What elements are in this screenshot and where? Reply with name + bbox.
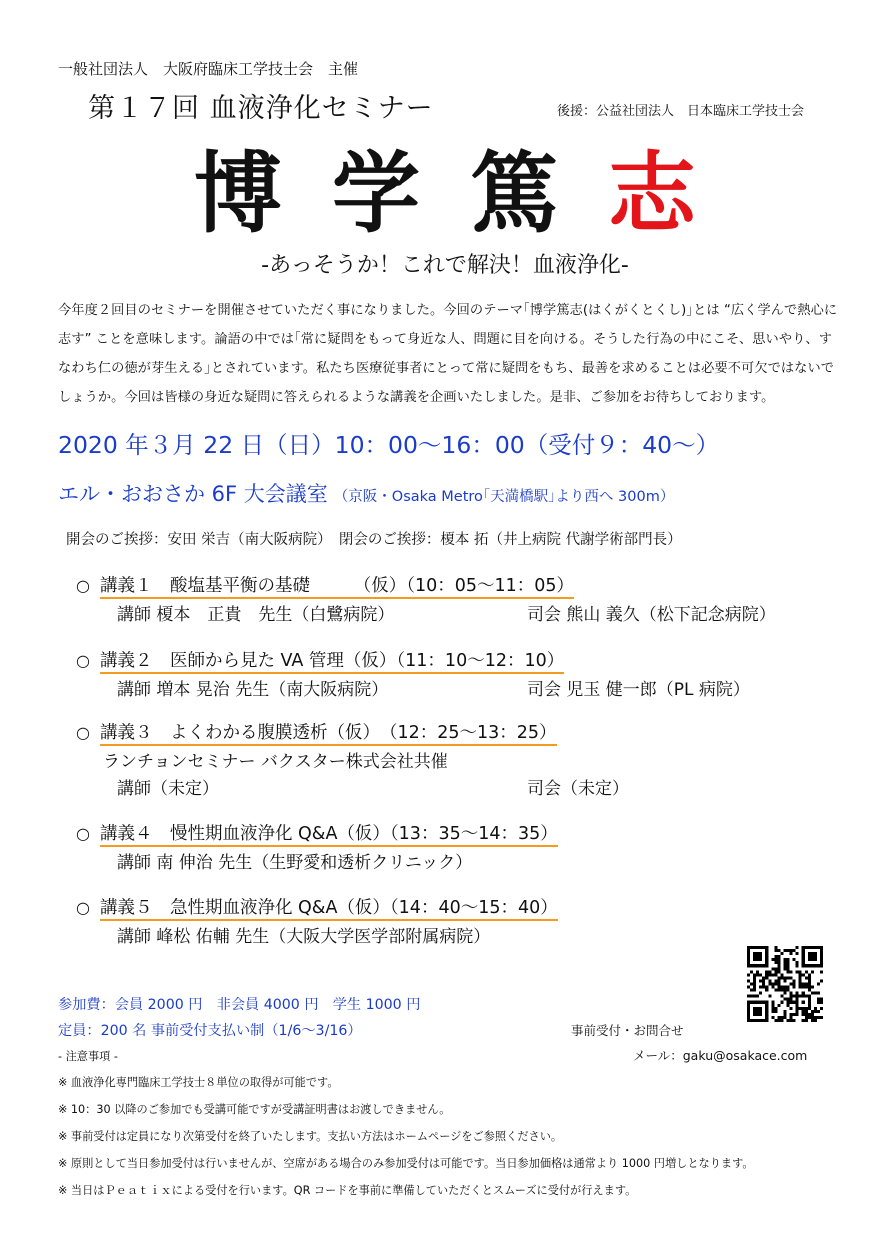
venue-access: （京阪・Osaka Metro｢天満橋駅｣より西へ 300m）	[333, 489, 675, 505]
lecture-lecturer: 講師 榎本 正貴 先生（白鷺病院）	[117, 605, 395, 625]
bullet-circle-icon: ○	[76, 576, 90, 595]
lecture-lecturer: 講師（未定）	[117, 779, 219, 799]
greetings-line: 開会のご挨拶：安田 栄吉（南大阪病院） 閉会のご挨拶：榎本 拓（井上病院 代謝学術部門長）	[66, 532, 682, 548]
lecture-title	[76, 572, 574, 597]
notes-heading: - 注意事項 -	[58, 1050, 118, 1063]
theme-subtitle: -あっそうか！これで解決！血液浄化-	[261, 253, 629, 278]
event-venue	[58, 478, 674, 508]
lecture-title-text: 講義３ よくわかる腹膜透析（仮） （12：25～13：25）	[100, 723, 557, 746]
seminar-title: 第１７回 血液浄化セミナー	[88, 93, 434, 124]
contact-email: メール：gaku@osakace.com	[633, 1048, 808, 1063]
bullet-circle-icon: ○	[76, 898, 90, 917]
note-item: ※ 10：30 以降のご参加でも受講可能ですが受講証明書はお渡しできません。	[58, 1103, 451, 1116]
bullet-circle-icon: ○	[76, 651, 90, 670]
bullet-circle-icon: ○	[76, 824, 90, 843]
theme-accent: 志	[608, 141, 697, 245]
theme-title	[0, 138, 890, 248]
lecture-lecturer: 講師 増本 晃治 先生（南大阪病院）	[117, 680, 389, 700]
contact-label: 事前受付・お問合せ	[571, 1023, 684, 1038]
note-item: ※ 血液浄化専門臨床工学技士８単位の取得が可能です。	[58, 1076, 339, 1089]
lecture-title	[76, 820, 558, 845]
lecture-luncheon-note: ランチョンセミナー バクスター株式会社共催	[103, 752, 448, 772]
lecture-lecturer: 講師 南 伸治 先生（生野愛和透析クリニック）	[117, 853, 473, 873]
lecture-title	[76, 647, 564, 672]
organizer-line: 一般社団法人 大阪府臨床工学技士会 主催	[58, 60, 359, 78]
sponsor-line: 後援：公益社団法人 日本臨床工学技士会	[557, 104, 805, 119]
lecture-title	[76, 894, 558, 919]
event-date: 2020 年３月 22 日（日）10：00～16：00（受付９：40～）	[58, 431, 720, 459]
note-item: ※ 当日はＰｅａｔｉｘによる受付を行います。QR コードを事前に準備していただくとスムーズに受付が行えます。	[58, 1184, 637, 1197]
theme-main: 博学篤	[193, 141, 608, 245]
lecture-chair: 司会 児玉 健一郎（PL 病院）	[527, 680, 750, 700]
capacity-line: 定員：200 名 事前受付支払い制（1/6～3/16）	[58, 1023, 362, 1039]
lecture-title-text: 講義１ 酸塩基平衡の基礎 （仮）（10：05～11：05）	[100, 576, 574, 599]
lecture-title-text: 講義２ 医師から見た VA 管理（仮）（11：10～12：10）	[100, 651, 564, 674]
intro-paragraph: 今年度２回目のセミナーを開催させていただく事になりました。今回のテーマ｢博学篤志(はくがくとくし)｣とは “広く学んで熱心に志す” ことを意味します。論語の中では｢常に疑問をもって身近な人、問題に目を向ける。そうした行為の中にこそ、思いやり、すなわち仁の徳が芽生える｣とされています。私たち医療従事者にとって常に疑問をもち、最善を求めることは必要不可欠ではないでしょうか。今回は皆様の身近な疑問に答えられるような講義を企画いたしました。是非、ご参加をお待ちしております。	[58, 303, 838, 405]
lecture-chair: 司会（未定）	[527, 779, 629, 799]
participation-fees: 参加費：会員 2000 円 非会員 4000 円 学生 1000 円	[58, 997, 421, 1013]
lecture-chair: 司会 熊山 義久（松下記念病院）	[527, 605, 776, 625]
bullet-circle-icon: ○	[76, 723, 90, 742]
venue-name: エル・おおさか 6F 大会議室	[58, 482, 328, 506]
lecture-title-text: 講義５ 急性期血液浄化 Q&A（仮）（14：40～15：40）	[100, 898, 558, 921]
note-item: ※ 原則として当日参加受付は行いませんが、空席がある場合のみ参加受付は可能です。当日参加価格は通常より 1000 円増しとなります。	[58, 1157, 754, 1170]
lecture-title-text: 講義４ 慢性期血液浄化 Q&A（仮）（13：35～14：35）	[100, 824, 558, 847]
note-item: ※ 事前受付は定員になり次第受付を終了いたします。支払い方法はホームページをご参照ください。	[58, 1130, 563, 1143]
lecture-lecturer: 講師 峰松 佑輔 先生（大阪大学医学部附属病院）	[117, 927, 491, 947]
lecture-title	[76, 719, 557, 744]
qr-code-icon	[747, 946, 823, 1022]
